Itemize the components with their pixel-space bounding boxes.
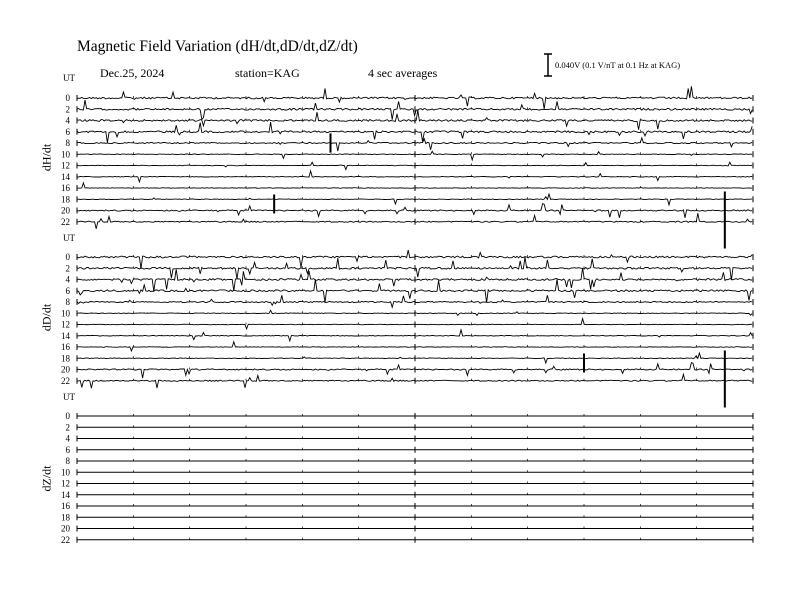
scale-bar: [544, 54, 552, 76]
hour-label: 14: [61, 330, 70, 341]
scale-label: 0.040V (0.1 V/nT at 0.1 Hz at KAG): [555, 60, 681, 70]
hour-label: 20: [61, 205, 70, 216]
panel-label-dd: dD/dt: [39, 303, 54, 332]
hour-label: 10: [61, 308, 70, 319]
hour-label: 18: [61, 353, 70, 364]
hour-label: 12: [61, 160, 70, 171]
hour-label: 8: [65, 456, 70, 466]
panel-label-dz: dZ/dt: [39, 465, 54, 492]
hour-label: 8: [65, 297, 70, 307]
ut-label-dh: UT: [63, 73, 75, 83]
hour-label: 2: [65, 104, 70, 115]
ut-label-dz: UT: [63, 392, 75, 402]
hour-label: 20: [61, 523, 70, 534]
hour-label: 18: [61, 512, 70, 523]
hour-label: 8: [65, 138, 70, 148]
hour-label: 10: [61, 149, 70, 160]
hour-label: 4: [65, 274, 70, 285]
hour-label: 6: [65, 444, 70, 455]
hour-label: 18: [61, 194, 70, 205]
hour-label: 22: [61, 534, 70, 545]
hour-label: 4: [65, 115, 70, 126]
hour-label: 12: [61, 478, 70, 489]
date-label: Dec.25, 2024: [100, 66, 165, 80]
hour-label: 6: [65, 126, 70, 137]
hour-label: 6: [65, 285, 70, 296]
chart-title: Magnetic Field Variation (dH/dt,dD/dt,dZ/dt): [77, 38, 358, 55]
hour-label: 14: [61, 171, 70, 182]
hour-label: 10: [61, 467, 70, 478]
hour-label: 2: [65, 263, 70, 274]
hour-label: 4: [65, 433, 70, 444]
hour-label: 0: [65, 93, 70, 103]
hour-label: 16: [61, 342, 70, 352]
hour-label: 20: [61, 364, 70, 375]
hour-label: 16: [61, 501, 70, 511]
averaging-label: 4 sec averages: [368, 66, 438, 80]
hour-label: 0: [65, 252, 70, 262]
station-label: station=KAG: [235, 66, 300, 80]
hour-label: 16: [61, 183, 70, 193]
hour-label: 22: [61, 375, 70, 386]
hour-label: 0: [65, 411, 70, 421]
hour-label: 14: [61, 489, 70, 500]
ut-label-dd: UT: [63, 233, 75, 243]
hour-label: 2: [65, 422, 70, 433]
hour-label: 12: [61, 319, 70, 330]
panel-label-dh: dH/dt: [39, 143, 54, 172]
hour-label: 22: [61, 216, 70, 227]
